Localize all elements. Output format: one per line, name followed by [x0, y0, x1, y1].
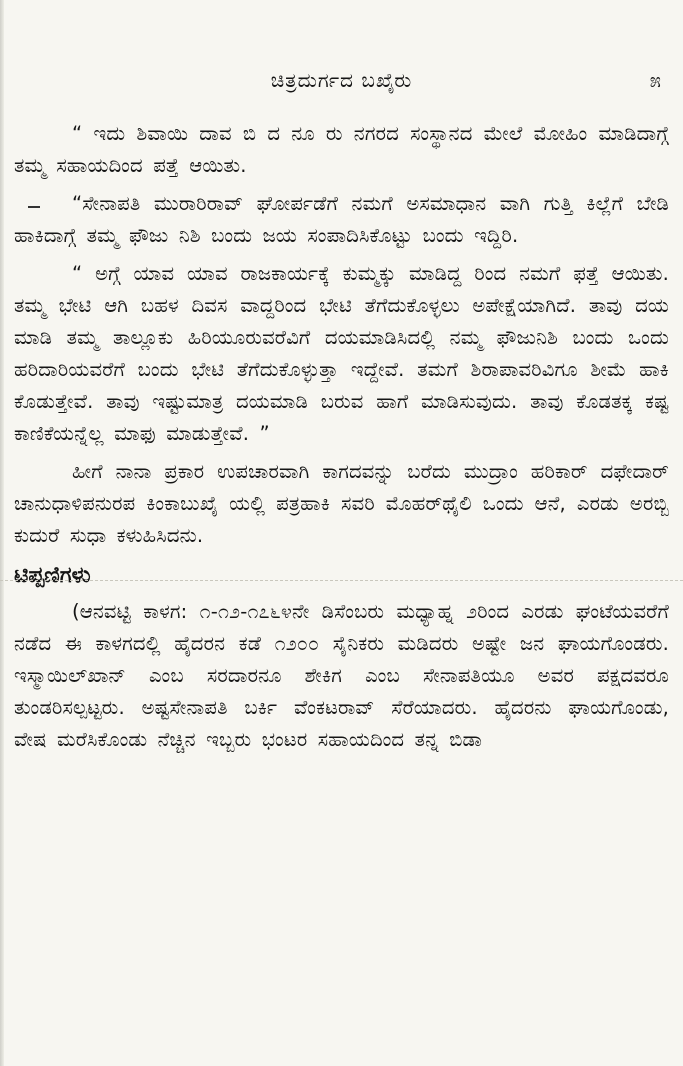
- paragraph-1: “ ಇದು ಶಿವಾಯಿ ದಾವ ಬಿ ದ ನೂ ರು ನಗರದ ಸಂಸ್ಥಾನದ ಮೇಲೆ ಮೋಹಿಂ ಮಾಡಿದಾಗ್ಗೆ ತಮ್ಮ ಸಹಾಯದಿಂದ ಪತ್ತೆ ಆಯಿತು.: [14, 122, 669, 177]
- page-number: ೫: [649, 68, 661, 92]
- paragraph-2: “ಸೇನಾಪತಿ ಮುರಾರಿರಾವ್ ಘೋರ್ಪಡೆಗೆ ನಮಗೆ ಅಸಮಾಧಾನ ವಾಗಿ ಗುತ್ತಿ ಕಿಲ್ಲೆಗೆ ಬೇಡಿ ಹಾಕಿದಾಗ್ಗೆ ತಮ್ಮ ಫೌಜು ನಿಶಿ ಬಂದು ಜಯ ಸಂಪಾದಿಸಿಕೊಟ್ಟು ಬಂದು ಇದ್ದಿರಿ.: [14, 192, 669, 247]
- notes-heading: ಟಿಪ್ಪಣಿಗಳು: [14, 563, 91, 588]
- notes-paragraph: (ಆನವಟ್ಟಿ ಕಾಳಗ: ೧-೧೨-೧೭೬೪ನೇ ಡಿಸೆಂಬರು ಮಧ್ಯಾಹ್ನ ೨ರಿಂದ ಎರಡು ಘಂಟೆಯವರೆಗೆ ನಡೆದ ಈ ಕಾಳಗದಲ್ಲಿ ಹೈದರನ ಕಡೆ ೧೨೦೦ ಸೈನಿಕರು ಮಡಿದರು ಅಷ್ಟೇ ಜನ ಘಾಯಗೊಂಡರು. ಇಸ್ಮಾಯಿಲ್‌ಖಾನ್ ಎಂಬ ಸರದಾರನೂ ಶೇಕಿಗ ಎಂಬ ಸೇನಾಪತಿಯೂ ಅವರ ಪಕ್ಷದವರೂ ತುಂಡರಿಸಲ್ಪಟ್ಟರು. ಅಷ್ಟಸೇನಾಪತಿ ಬರ್ಕಿ ವೆಂಕಟರಾವ್ ಸೆರೆಯಾದರು. ಹೈದರನು ಘಾಯಗೊಂಡು, ವೇಷ ಮರೆಸಿಕೊಂಡು ನೆಚ್ಚಿನ ಇಬ್ಬರು ಭಂಟರ ಸಹಾಯದಿಂದ ತನ್ನ ಬಿಡಾ: [14, 600, 669, 751]
- paragraph-3: “ ಅಗ್ಗೆ ಯಾವ ಯಾವ ರಾಜಕಾರ್ಯಕ್ಕೆ ಕುಮ್ಮಕ್ಕು ಮಾಡಿದ್ದ ರಿಂದ ನಮಗೆ ಫತ್ತೆ ಆಯಿತು. ತಮ್ಮ ಭೇಟಿ ಆಗಿ ಬಹಳ ದಿವಸ ವಾದ್ದರಿಂದ ಭೇಟಿ ತೆಗೆದುಕೊಳ್ಳಲು ಅಪೇಕ್ಷೆಯಾಗಿದೆ. ತಾವು ದಯ ಮಾಡಿ ತಮ್ಮ ತಾಲ್ಲೂಕು ಹಿರಿಯೂರುವರೆವಿಗೆ ದಯಮಾಡಿಸಿದಲ್ಲಿ ನಮ್ಮ ಫೌಜುನಿಶಿ ಬಂದು ಒಂದು ಹರಿದಾರಿಯವರೆಗೆ ಬಂದು ಭೇಟಿ ತೆಗೆದುಕೊಳ್ಳುತ್ತಾ ಇದ್ದೇವೆ. ತಮಗೆ ಶಿರಾಪಾವರಿವಿಗೂ ಶೀಮೆ ಹಾಕಿ ಕೊಡುತ್ತೇವೆ. ತಾವು ಇಷ್ಟುಮಾತ್ರ ದಯಮಾಡಿ ಬರುವ ಹಾಗೆ ಮಾಡಿಸುವುದು. ತಾವು ಕೊಡತಕ್ಕ ಕಷ್ಟ ಕಾಣಿಕೆಯನ್ನೆಲ್ಲ ಮಾಫು ಮಾಡುತ್ತೇವೆ. ”: [14, 262, 669, 445]
- body-text: [14, 118, 669, 762]
- running-head: [0, 64, 683, 104]
- running-title: ಚಿತ್ರದುರ್ಗದ ಬಖೈರು: [270, 68, 413, 92]
- paragraph-4: ಹೀಗೆ ನಾನಾ ಪ್ರಕಾರ ಉಪಚಾರವಾಗಿ ಕಾಗದವನ್ನು ಬರೆದು ಮುದ್ರಾಂ ಹರಿಕಾರ್ ದಫೇದಾರ್ ಚಾನುಧಾಳಿಪನುರಪ ಕಿಂಕಾಬುಖೈ ಯಲ್ಲಿ ಪತ್ರಹಾಕಿ ಸವರಿ ಮೊಹರ್‌ಥೈಲಿ ಒಂದು ಆನೆ, ಎರಡು ಅರಬ್ಬಿ ಕುದುರೆ ಸುಧಾ ಕಳುಹಿಸಿದನು.: [14, 460, 669, 547]
- page-spine-shadow: [0, 0, 4, 1066]
- scan-artifact-line: [0, 580, 683, 581]
